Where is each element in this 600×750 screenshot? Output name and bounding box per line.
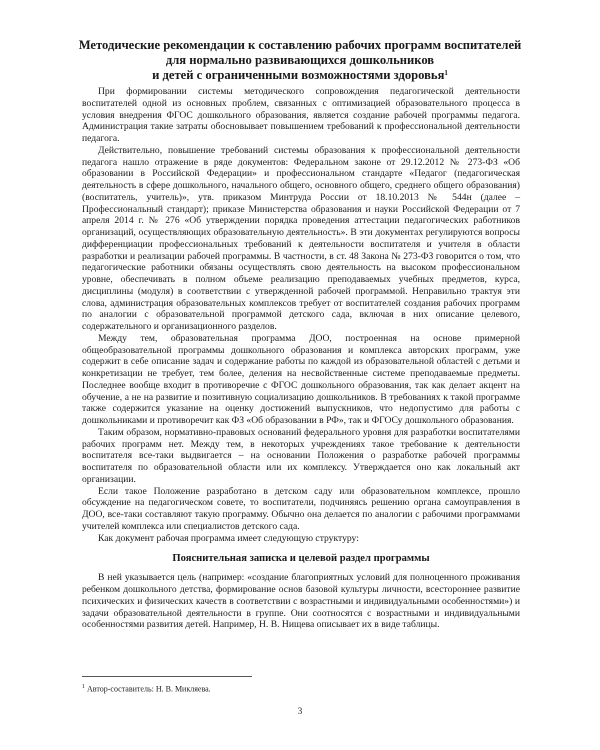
footnote-mark: 1	[82, 684, 85, 690]
paragraph-2: Действительно, повышение требований системы образования к профессиональной деятельности педагога нашло отражение в ряде документов: Федеральном законе от 29.12.2012 № 273-ФЗ «Об образовании в Российской Федерации» и профессиональном стандарте «Педагог (педагогическая деятельность в сфере дошкольного, начального общего, основного общего, среднего общего образования) (воспитатель, учитель)», утв. приказом Минтруда России от 18.10.2013 № 544н (далее – Профессиональный стандарт); приказе Министерства образования и науки Российской Федерации от 7 апреля 2014 г. № 276 «Об утверждении порядка проведения аттестации педагогических работников организаций, осуществляющих образовательную деятельность». В эти документах регулируются вопросы дифференциации профессиональных требований к деятельности воспитателя и учителя в области разработки и реализации рабочей программы. В частности, в ст. 48 Закона № 273-ФЗ говорится о том, что педагогические работники обязаны осуществлять свою деятельность на высоком профессиональном уровне, обеспечивать в полном объеме реализацию преподаваемых учебных предметов, курса, дисциплины (модуля) в соответствии с утвержденной рабочей программой. Неправильно трактуя эти слова, администрация образовательных комплексов требует от воспитателей создания рабочих программ по аналогии с образовательной программой детского сада, включая в них описание целевого, содержательного и организационного разделов.	[82, 144, 520, 332]
title-line-1: Методические рекомендации к составлению рабочих программ воспитателей	[78, 38, 522, 52]
paragraph-5: Если такое Положение разработано в детском саду или образовательном комплексе, прошло обсуждение на педагогическом совете, то воспитатели, подчиняясь решению органа самоуправления в ДОО, все-таки составляют такую программу. Обычно она делается по аналогии с рабочими программами учителей комплекса или специалистов детского сада.	[82, 485, 520, 532]
title-line-2: для нормально развивающихся дошкольников	[165, 53, 435, 67]
paragraph-6: Как документ рабочая программа имеет следующую структуру:	[98, 532, 359, 544]
section-subheading: Пояснительная записка и целевой раздел программы	[172, 553, 430, 565]
paragraph-4: Таким образом, нормативно-правовых оснований федерального уровня для разработки воспитателями рабочих программ нет. Между тем, в некоторых учреждениях такое требование к деятельности воспитателя все-таки выдвигается – на основании Положения о разработке рабочей программы воспитателя по образовательной области или их комплексу. Утверждается оно как локальный акт организации.	[82, 426, 520, 485]
document-body	[82, 86, 520, 631]
paragraph-3: Между тем, образовательная программа ДОО, построенная на основе примерной общеобразовательной программы дошкольного образования и комплекса авторских программ, уже содержит в себе описание задач и содержание работы по каждой из образовательной областей с детьми и конкретизации не требует, тем более, деления на несвойственные системе преподаваемые предметы. Последнее вообще входит в противоречие с ФГОС дошкольного образования, так как делает акцент на обучение, а не на развитие и позитивную социализацию дошкольников. В требованиях к такой программе также содержится указание на оценку достижений выпускников, что недопустимо для работы с дошкольниками и противоречит как ФЗ «Об образовании в РФ», так и ФГОСу дошкольного образования.	[82, 332, 520, 426]
footnote-reference: 1	[444, 69, 448, 77]
title-line-3: и детей с ограниченными возможностями здоровья	[152, 68, 445, 82]
footnote-text: Автор-составитель: Н. В. Микляева.	[85, 684, 211, 694]
document-title	[60, 38, 540, 83]
footnote-divider	[82, 676, 252, 677]
paragraph-1: При формировании системы методического сопровождения педагогической деятельности воспитателей одной из основных проблем, связанных с оптимизацией образовательного процесса в условия внедрения ФГОС дошкольного образования, является создание рабочей программы педагога. Администрация такие затраты обосновывает повышением требований к профессиональной деятельности педагога.	[82, 86, 520, 144]
page-number: 3	[297, 706, 303, 716]
footnote	[82, 682, 502, 695]
paragraph-7: В ней указывается цель (например: «создание благоприятных условий для полноценного проживания ребенком дошкольного детства, формирование основ базовой культуры личности, всестороннее развитие психических и физических качеств в соответствии с возрастными и индивидуальными особенностями») и задачи образовательной деятельности в группе. Они соотносятся с возрастными и индивидуальными особенностями развития детей. Например, Н. В. Нищева описывает их в виде таблицы.	[82, 572, 520, 631]
